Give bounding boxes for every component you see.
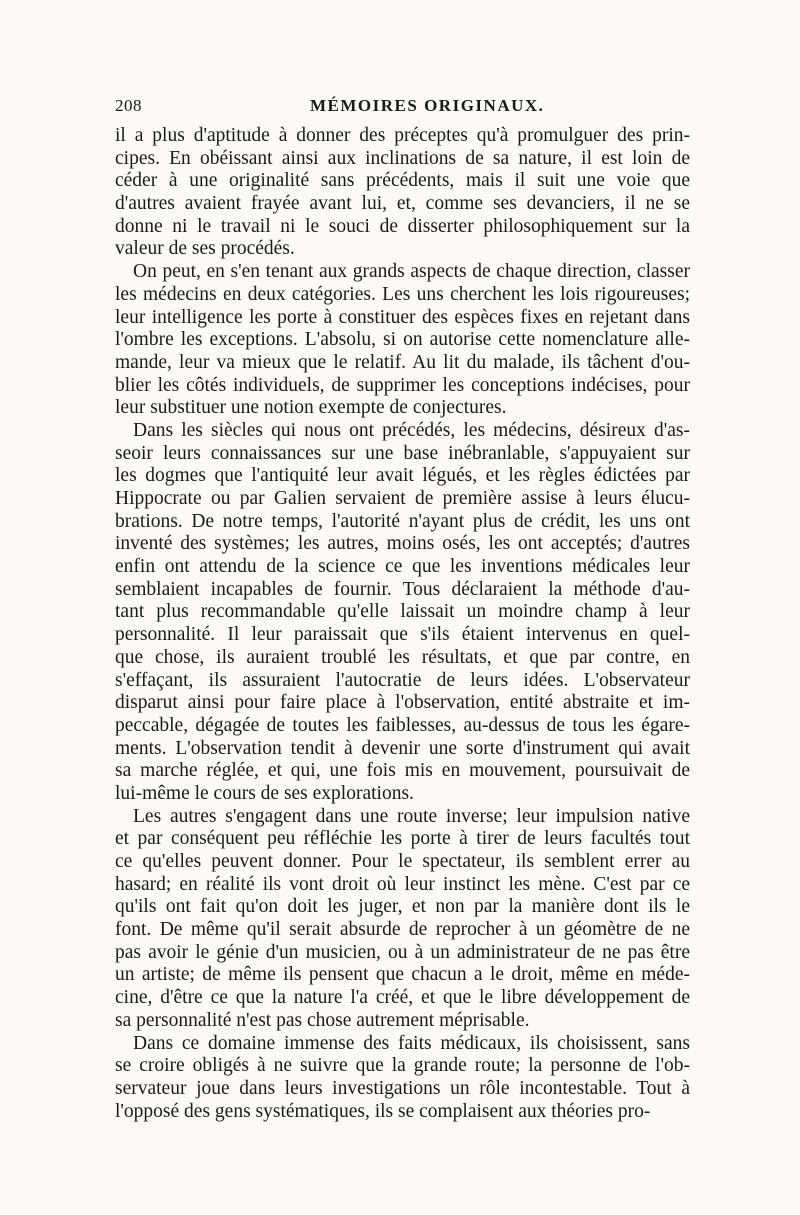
text-line: l'ombre les exceptions. L'absolu, si on autorise cette nomenclature alle-: [115, 329, 690, 351]
text-line: personnalité. Il leur paraissait que s'ils étaient intervenus en quel-: [115, 624, 690, 646]
text-line: sa marche réglée, et qui, une fois mis en mouvement, poursuivait de: [115, 760, 690, 782]
text-line: inventé des systèmes; les autres, moins osés, les ont acceptés; d'autres: [115, 533, 690, 555]
text-line: un artiste; de même ils pensent que chacun a le droit, même en méde-: [115, 964, 690, 986]
text-line: semblaient incapables de fournir. Tous déclaraient la méthode d'au-: [115, 578, 690, 600]
page-header: [115, 96, 690, 120]
text-line: d'autres avaient frayée avant lui, et, comme ses devanciers, il ne se: [115, 193, 690, 215]
text-line: Hippocrate ou par Galien servaient de première assise à leurs élucu-: [115, 488, 690, 509]
running-title: MÉMOIRES ORIGINAUX.: [310, 96, 545, 115]
text-line: céder à une originalité sans précédents, mais il suit une voie que: [115, 170, 690, 192]
text-line: servateur joue dans leurs investigations un rôle incontestable. Tout à: [115, 1077, 690, 1099]
text-line: Dans les siècles qui nous ont précédés, les médecins, désireux d'as-: [133, 419, 690, 441]
text-line: mande, leur va mieux que le relatif. Au lit du malade, ils tâchent d'ou-: [115, 351, 690, 373]
text-line: cine, d'être ce que la nature l'a créé, et que le libre développement de: [115, 987, 690, 1009]
text-line: brations. De notre temps, l'autorité n'ayant plus de crédit, les uns ont: [115, 510, 690, 532]
text-line: disparut ainsi pour faire place à l'observation, entité abstraite et im-: [115, 692, 690, 714]
text-line: se croire obligés à ne suivre que la grande route; la personne de l'ob-: [115, 1055, 690, 1077]
text-line: valeur de ses procédés.: [115, 238, 295, 260]
text-line: peccable, dégagée de toutes les faiblesses, au-dessus de tous les égare-: [115, 714, 690, 736]
text-line: qu'ils ont fait qu'on doit les juger, et non par la manière dont ils le: [115, 896, 690, 918]
text-line: cipes. En obéissant ainsi aux inclinations de sa nature, il est loin de: [115, 147, 690, 169]
text-line: s'effaçant, ils assuraient l'autocratie de leurs idées. L'observateur: [115, 669, 690, 691]
text-line: leur intelligence les porte à constituer des espèces fixes en rejetant dans: [115, 306, 690, 328]
text-line: Dans ce domaine immense des faits médicaux, ils choisissent, sans: [133, 1032, 690, 1054]
text-line: hasard; en réalité ils vont droit où leur instinct les mène. C'est par ce: [115, 873, 690, 895]
text-line: enfin ont attendu de la science ce que les inventions médicales leur: [115, 556, 690, 578]
text-line: sa personnalité n'est pas chose autrement méprisable.: [115, 1009, 530, 1031]
text-line: blier les côtés individuels, de supprimer les conceptions indécises, pour: [115, 374, 690, 396]
paragraph: [115, 420, 690, 806]
text-line: On peut, en s'en tenant aux grands aspects de chaque direction, classer: [133, 261, 690, 283]
text-line: l'opposé des gens systématiques, ils se complaisent aux théories pro-: [115, 1100, 651, 1122]
text-line: les dogmes que l'antiquité leur avait légués, et les règles édictées par: [115, 465, 690, 487]
text-line: leur substituer une notion exempte de conjectures.: [115, 397, 507, 419]
text-line: seoir leurs connaissances sur une base inébranlable, s'appuyaient sur: [115, 442, 690, 464]
text-line: donne ni le travail ni le souci de disserter philosophiquement sur la: [115, 215, 690, 237]
paragraph: [115, 261, 690, 420]
text-line: et par conséquent peu réfléchie les porte à tirer de leurs facultés tout: [115, 828, 690, 850]
paragraph: [115, 125, 690, 261]
text-line: ments. L'observation tendit à devenir une sorte d'instrument qui avait: [115, 737, 690, 759]
paragraph: [115, 806, 690, 1033]
text-line: il a plus d'aptitude à donner des préceptes qu'à promulguer des prin-: [115, 125, 690, 146]
text-line: font. De même qu'il serait absurde de reprocher à un géomètre de ne: [115, 919, 690, 941]
text-line: ce qu'elles peuvent donner. Pour le spectateur, ils semblent errer au: [115, 851, 690, 872]
text-line: Les autres s'engagent dans une route inverse; leur impulsion native: [133, 805, 690, 827]
text-line: tant plus recommandable qu'elle laissait un moindre champ à leur: [115, 601, 690, 623]
text-line: les médecins en deux catégories. Les uns cherchent les lois rigoureuses;: [115, 283, 690, 305]
body-text: [115, 125, 690, 1123]
page-number: 208: [115, 96, 142, 115]
text-line: pas avoir le génie d'un musicien, ou à un administrateur de ne pas être: [115, 941, 690, 963]
paragraph: [115, 1033, 690, 1124]
text-line: lui-même le cours de ses explorations.: [115, 782, 414, 804]
text-line: que chose, ils auraient troublé les résultats, et que par contre, en: [115, 646, 690, 668]
